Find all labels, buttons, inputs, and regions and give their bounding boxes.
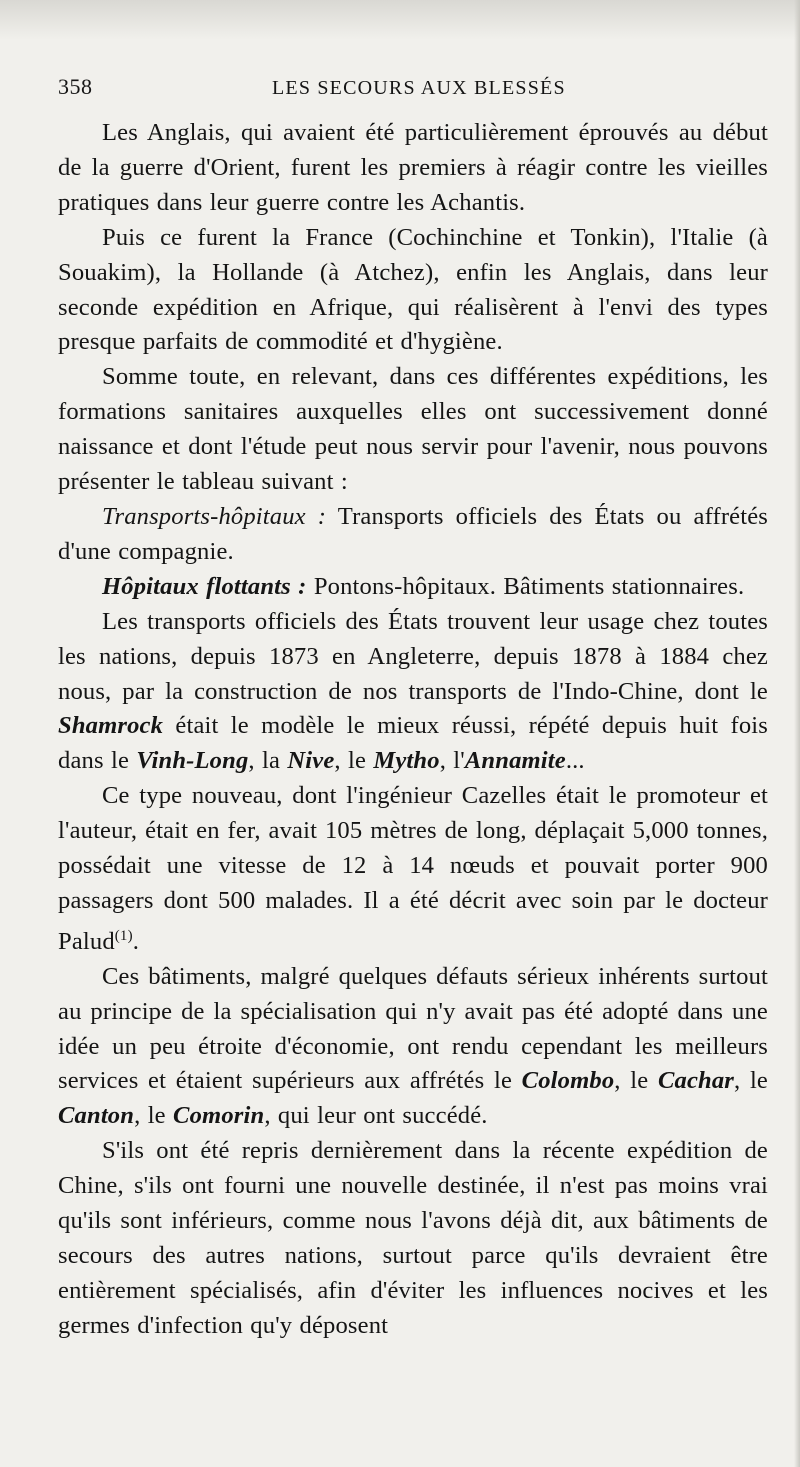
paragraph-text: , le	[334, 747, 374, 775]
running-title: LES SECOURS AUX BLESSÉS	[272, 77, 566, 99]
book-page	[58, 74, 768, 1344]
paragraph-transports-officiels	[58, 605, 768, 780]
paragraph-anglais	[58, 116, 768, 221]
paragraph-text: , la	[248, 747, 288, 775]
paragraph-chine	[58, 1134, 768, 1343]
body-text	[58, 116, 768, 1344]
paragraph-text: Les transports officiels des États trouvent leur usage chez toutes les nations, depuis 1873 en Angleterre, depuis 1878 à 1884 chez nous, par la construction de nos transports de l'Indo-Chine, dont le	[58, 607, 768, 705]
paragraph-somme-toute	[58, 360, 768, 500]
ship-name: Comorin	[173, 1102, 265, 1130]
paragraph-text: , qui leur ont succédé.	[264, 1102, 488, 1130]
paragraph-text: Transports officiels des États ou affrétés d'une compagnie.	[58, 502, 768, 565]
paragraph-text: , le	[614, 1067, 658, 1095]
ship-name: Cachar	[657, 1067, 734, 1095]
page-number: 358	[58, 74, 93, 99]
term-label: Hôpitaux flottants :	[102, 572, 307, 600]
ship-name: Colombo	[521, 1067, 615, 1095]
paragraph-text: , le	[134, 1102, 174, 1130]
paragraph-text: ...	[565, 747, 585, 775]
ship-name: Vinh-Long	[136, 747, 249, 775]
paragraph-text: était le modèle le mieux réussi, répété depuis huit fois dans le	[58, 712, 768, 775]
page-header	[58, 74, 768, 110]
paragraph-batiments	[58, 960, 768, 1135]
scan-shadow	[0, 0, 800, 40]
ship-name: Mytho	[373, 747, 440, 775]
paragraph-transports-hopitaux	[58, 500, 768, 570]
term-label: Transports-hôpitaux :	[102, 502, 327, 530]
paragraph-hopitaux-flottants	[58, 570, 768, 605]
ship-name: Canton	[58, 1102, 135, 1130]
ship-name: Shamrock	[58, 712, 164, 740]
ship-name: Nive	[287, 747, 335, 775]
paragraph-text: .	[132, 927, 140, 955]
page-edge	[794, 0, 800, 1467]
paragraph-text: Ces bâtiments, malgré quelques défauts sérieux inhérents surtout au principe de la spécialisation qui n'y avait pas été adopté dans une idée un peu étroite d'économie, ont rendu cependant les meilleurs services et étaient supérieurs aux affrétés le	[58, 962, 768, 1095]
paragraph-type-nouveau	[58, 779, 768, 960]
paragraph-text: , l'	[439, 747, 465, 775]
footnote-reference[interactable]: (1)	[114, 927, 133, 944]
paragraph-text: Pontons-hôpitaux. Bâtiments stationnaires.	[306, 572, 745, 600]
paragraph-text: S'ils ont été repris dernièrement dans la récente expédition de Chine, s'ils ont fourni une nouvelle destinée, il n'est pas moins vrai qu'ils sont inférieurs, comme nous l'avons déjà dit, aux bâtiments de secours des autres nations, surtout parce qu'ils devraient être entièrement spécialisés, afin d'éviter les influences nocives et les germes d'infection qu'y déposent	[58, 1137, 768, 1339]
paragraph-france	[58, 221, 768, 361]
paragraph-text: Puis ce furent la France (Cochinchine et Tonkin), l'Italie (à Souakim), la Hollande (à Atchez), enfin les Anglais, dans leur seconde expédition en Afrique, qui réalisèrent à l'envi des types presque parfaits de commodité et d'hygiène.	[58, 223, 768, 356]
paragraph-text: Les Anglais, qui avaient été particulièrement éprouvés au début de la guerre d'Orient, furent les premiers à réagir contre les vieilles pratiques dans leur guerre contre les Achantis.	[58, 119, 768, 216]
paragraph-text: , le	[734, 1067, 768, 1095]
paragraph-text: Somme toute, en relevant, dans ces différentes expéditions, les formations sanitaires auxquelles elles ont successivement donné naissance et dont l'étude peut nous servir pour l'avenir, nous pouvons présenter le tableau suivant :	[58, 363, 768, 496]
ship-name: Annamite	[464, 747, 566, 775]
paragraph-text: Ce type nouveau, dont l'ingénieur Cazelles était le promoteur et l'auteur, était en fer, avait 105 mètres de long, déplaçait 5,000 tonnes, possédait une vitesse de 12 à 14 nœuds et pouvait porter 900 passagers dont 500 malades. Il a été décrit avec soin par le docteur Palud	[58, 782, 768, 955]
